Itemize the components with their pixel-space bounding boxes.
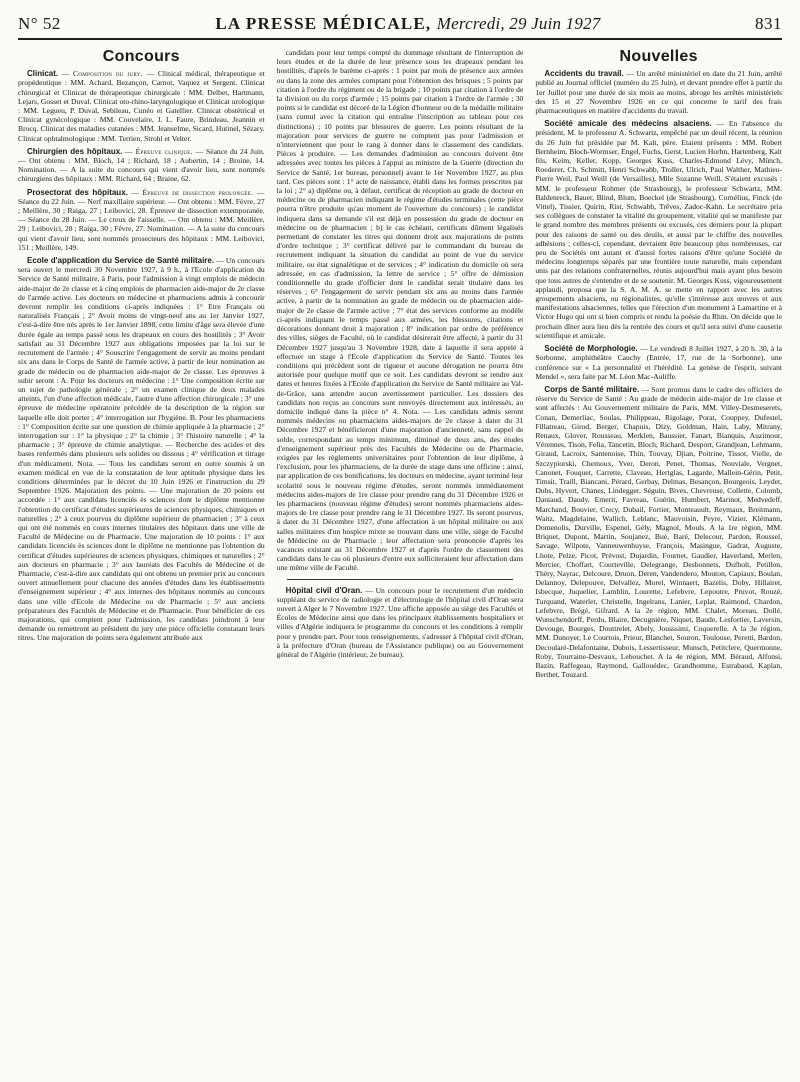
article-chirurgien-hopitaux: Chirurgien des hôpitaux. — Épreuve clinique. — Séance du 24 Juin. — Ont obtenu : MM. Bloch, 14 ; Richard, 18 ; Aubertin, 14 ; Broine, 14. Nomination. — A la suite du concours qui vient d'avoir lieu, sont nommés chirurgiens des hôpitaux : MM. Richard, 64 ; Braine, 62. xyxy=(18,146,265,184)
article-societe-morphologie: Société de Morphologie. — Le vendredi 8 Juillet 1927, à 20 h. 30, à la Sorbonne, amphithéâtre Cauchy (Entrée, 17, rue de la Sorbonne), une conférence sur « La personnalité et l'hérédité. La genèse de l'esprit, suivant Mendel », sera faite par M. Léon Mac-Auliffe. xyxy=(535,344,783,381)
issue-date: Mercredi, 29 Juin 1927 xyxy=(436,14,601,33)
article-societe-alsaciens: Société amicale des médecins alsaciens. — En l'absence du président, M. le professeur A. Schwartz, empêché par un deuil récent, la réunion du 26 Juin fut présidée par M. Kalt, père. Etaient présents : MM. Robert Bernheim, Bloch-Wormser, Engel, Fuchs, Gerst, Lucien Horhn, Hartenberg, Kalt fils, Keim, Keller, Kopp, Georges Kuss, Charles-Edmond Lévy, Münch, Roederer, Ch. Schmitt, Henri Schwabb, Troller, Ulrich, Paul Walther, Mathieu-Pierre Weil, Paul Weill (de Versailles), Mlle Suzanne Weill. S'étaient excusés : MM. le professeur Rohmer (de Strasbourg), le professeur Schwartz, MM. Baldenreck, Bauer, Blind, Blum, Boeckel (de Strasbourg), Cornélius, Finck (de Vittel), Tissier, Quirin, Rist, Schwabb, Trêves, Zadoc-Kahn. Le secrétaire pria ses collègues de constater la vitalité du groupement, vitalité qui se manifeste par le grand nombre des membres présents ou excusés, ces derniers pour la plupart pour des raisons de santé ou des deuils, et aussi par le chiffre des nouvelles adhésions ; celles-ci, cependant, devraient être beaucoup plus nombreuses, car peu de Sociétés ont autant et d'aussi fortes raisons d'être qu'une Société de médecins longtemps séparés par une frontière toute naturelle, mais cependant unis par des relations confraternelles, réunis aujourd'hui mais ayant plus besoin que tous autres de s'entendre et de se soutenir. M. Georges Kuss, vigoureusement applaudi, proposa que la S. A. M. A. se mette en rapport avec les autres groupements alsaciens, ou régionalistes, qu'elle s'intéresse aux œuvres et aux manifestations alsaciennes, telles que l'érection d'un monument à Lamartine et à Victor Hugo qui ont si bien compris et rendu la poésie du Rhin. On décide que le prochain dîner aura lieu dès la rentrée des cours et qu'il sera suivi d'une causerie scientifique et amicale. xyxy=(535,119,783,340)
article-clinicat: Clinicat. — Composition du jury. — Clinical médical, thérapeutique et propédeutique : MM. Achard, Bezançon, Carnot, Vaquez et Sergent. Clinicat chirurgical et Clinicat de thérapeutique chirurgicale : MM. Delbet, Hartmann, Lejars, Gosset et Duval. Clinicat oto-rhino-laryngologique et Clinicat urologique : MM. Legueu, P. Duval, Sebileau, Cunéo et Gatellier. Clinicat obstétrical et Clinicat gynécologique : MM. Couvelaire, J. L. Faure, Brindeau, Jeannin et Brocq. Clinicat des maladies cutanées : MM. Jeanselme, Sicard, Hutinel, Sézary. Clinicat ophtalmologique : MM. Terrien, Strohl et Velter. xyxy=(18,69,265,143)
column-nouvelles xyxy=(535,48,782,1078)
article-ecole-application-continued: candidats pour leur temps compté du dommage résultant de l'interruption de leurs études et de la durée de leur présence sous les drapeaux pendant les hostilités, d'après le barème ci-après : 1 point par mois de présence aux armées ou dans la zone des armées comptant pour l'obtention des brisques ; 5 points par citation à l'ordre du régiment ou de la brigade ; 10 points par citation à l'ordre de la division ou du corps d'armée ; 15 points par citation à l'ordre de l'armée ; 30 points si le candidat est décoré de la Légion d'honneur ou de la médaille militaire (sans cumul avec la citation qui entraîne l'inscription au tableau pour ces distinctions) ; 10 points par blessures de guerre. Les points résultant de la majoration pour services de guerre ne comptent pas pour l'admission et n'interviennent que pour le rang à donner dans le classement des candidats. Pièces à produire. — Les demandes d'admission au concours doivent être adressées avec toutes les pièces à l'appui au ministre de la Guerre (direction du Service de Santé, 1er bureau, personnel) avant le 1er Novembre 1927, au plus tard. Ces pièces sont : 1° acte de naissance, établi dans les formes prescrites par la loi ; 2° a) diplôme ou, à défaut, certificat de réception au grade de docteur en médecine ou de pharmacien indiquant le régime d'études terminales (cette pièce pourra n'être produite qu'au moment de l'ouverture du concours) ; le candidat indiquera dans sa demande s'il est déjà en possession du grade de docteur en médecine ou de pharmacien ; b) le cas échéant, certificats dûment légalisés permettant de constater les titres qui donnent droit aux majorations de points d'ordre technique ; 3° certificat délivré par le commandant du bureau de recrutement indiquant la situation du candidat au point de vue du service militaire, ou état signalétique et de services ; 4° indication du domicile où sera adressée, en cas d'admission, la lettre de service ; 5° offre de démission conditionnelle du grade d'officier dont le candidat serait titulaire dans les réserves ; 6° l'engagement de servir pendant six ans au moins dans l'armée active, à partir de la nomination au grade de médecin ou de pharmacien aide-major de 2e classe de l'armée active ; 7° état des services conforme au modèle ci-après indiquant le temps passé aux armées, les blessures, citations et décorations donnant droit à majoration ; 8° indication par ordre de préférence des villes, sièges de Faculté, où le candidat désirerait être affecté, à partir du 31 Décembre 1927 jusqu'au 3 Novembre 1928, date à laquelle il sera appelé à effectuer un stage à l'Ecole d'application du Service de Santé. Toutes les conditions qui précèdent sont de rigueur et aucune dérogation ne pourra être autorisée pour quelque motif que ce soit. Les candidats devront se rendre aux dates et heures fixées à l'Ecole d'application du Service de Santé militaire au Val-de-Grâce, sans attendre aucun avertissement particulier. Les dossiers des candidats non reçus au concours sont renvoyés directement aux intéressés, au domicile indiqué dans la pièce n° 4. Nota. — Les candidats admis seront nommés médecins ou pharmaciens aides-majors de 2e classe à dater du 31 Décembre 1927 et bénéficieront d'une majoration d'ancienneté, sans rappel de solde, correspondant au temps minimum, diminué de deux ans, des études d'enseignement supérieur près des Facultés de Médecine ou de Pharmacie, exigées par les règlements universitaires pour l'obtention de leur diplôme, à l'exclusion, pour les pharmaciens, de la durée de stage dans une officine ; ainsi, par application de ces bonifications, les docteurs en médecine, ayant terminé leur scolarité sous le nouveau régime d'études, seront nommés immédiatement médecins aides-majors de 1re classe pour prendre rang du 31 Décembre 1926 et les pharmaciens (nouveau régime d'études) seront nommés pharmaciens aides-majors de 1re classe pour prendre rang le 31 Décembre 1927. Ils seront pourvus, à dater du 31 Décembre 1927, d'une affectation à un hôpital militaire ou aux salles militaires d'un hospice mixte se trouvant dans une ville, siège de Faculté de Médecine ou de Pharmacie ; leur affectation sera prononcée d'après les vacances existant au 31 Décembre 1927 et d'après l'ordre de classement des candidats dans le cas où plusieurs d'entre eux solliciteraient leur affectation dans une même ville de Faculté. xyxy=(276,48,524,573)
article-ecole-application: Ecole d'application du Service de Santé militaire. — Un concours sera ouvert le mercredi 30 Novembre 1927, à 9 h., à l'Ecole d'application du Service de Santé militaire, à Paris, pour l'admission à vingt emplois de médecin aide-major de 2e classe et à cinq emplois de pharmacien aide-major de 2e classe de l'armée active. Les docteurs en médecine et pharmaciens admis à concourir devront remplir les conditions ci-après indiquées : 1° Etre Français ou naturalisés Français ; 2° Avoir moins de vingt-neuf ans au 1er Janvier 1927, c'est-à-dire être nés après le 1er Janvier 1898, cette limite d'âge sera élevée d'une durée égale au temps passé sous les drapeaux en cours des hostilités ; 3° Avoir satisfait au 31 Décembre 1927 aux obligations imposées par la loi sur le recrutement de l'armée ; 4° Souscrire l'engagement de servir au moins pendant six ans dans le Corps de Santé de l'armée active, à partir de leur nomination au grade de médecin ou de pharmacien aide-major de 2e classe. Les épreuves à subir seront : A. Pour les docteurs en médecine : 1° Une composition écrite sur un sujet de pathologie générale ; 2° un examen clinique de deux malades atteints, l'un d'une affection médicale, l'autre d'une affection chirurgicale ; 3° une épreuve de médecine opératoire précédée de la description de la région sur laquelle elle doit porter ; 4° interrogation sur l'hygiène. B. Pour les pharmaciens : 1° Composition écrite sur une question de chimie appliquée à la pharmacie ; 2° interrogation sur : 1° la physique ; 2° la chimie ; 3° l'histoire naturelle ; 4° la pharmacie ; 3° épreuve de chimie analytique. — Recherche des acides et des bases renfermés dans plusieurs sels solides ou dissous ; 4° vérification et titrage d'un médicament. Nota. — Tous les candidats seront en outre soumis à un examen médical en vue de la constatation de leur aptitude physique dans les conditions déterminées par le décret du 10 Juin 1926 et l'instruction du 29 Septembre 1926. Majoration des points. — Une majoration de 20 points est accordée : 1° aux candidats licenciés ès sciences dont le diplôme mentionne l'obtention du certificat d'études supérieures de sciences physiques, chimiques et naturelles ; 2° à ceux pourvus du diplôme supérieur de pharmacien ; 3° à ceux qui ont été nommés en cours internes titulaires des hôpitaux dans une ville de Faculté de Médecine ou de Pharmacie. Une majoration de 10 points : 1° aux candidats licenciés ès sciences dont le diplôme ne mentionne pas l'obtention du certificat d'études supérieures de sciences physiques, chimiques et naturelles ; 2° aux docteurs en pharmacie ; 3° aux lauréats des Facultés de Médecine et de Pharmacie, c'est-à-dire aux candidats qui ont obtenu un premier prix au concours ouvert annuellement pour chacune des années d'études dans les établissements d'enseignement supérieur ; 4° aux internes des hôpitaux nommés au concours dans une ville d'Ecole de Médecine ou de Pharmacie ; 5° aux anciens préparateurs des Facultés de Médecine et de Pharmacie. Pour bénéficier de ces majorations, qui comptent pour l'admission, les candidats joindront à leur demande ou remettront au président du jury une pièce officielle constatant leurs titres. Une majoration de points sera également attribuée aux xyxy=(18,256,265,643)
column-concours xyxy=(18,48,265,1078)
section-heading-concours: Concours xyxy=(102,48,180,65)
divider xyxy=(287,579,514,580)
columns xyxy=(18,48,782,1078)
publication-title: LA PRESSE MÉDICALE, Mercredi, 29 Juin 1927 xyxy=(215,14,601,33)
column-concours-continued xyxy=(277,48,524,1078)
section-heading-nouvelles: Nouvelles xyxy=(619,48,698,65)
article-corps-sante-militaire: Corps de Santé militaire. — Sont promus dans le cadre des officiers de réserve du Service de Santé : Au grade de médecin aide-major de 1re classe et sont affectés : Au Gouvernement militaire de Paris, MM. Villey-Desmeserets, Conan, Demerliac, Soulas, Philippeau, Rigolage, Porat, Couppey, Dufestel, Fillatreau, Girod, Berger, Chapuis, Dizy, Goldman, Hain, Laby, Mitrany, Renaux, Glover, Rousseau, Merklen, Baussier, Fanart, Bianquis, Auzimour, Vérennes, Tison, Felia, Tancetin, Bloch, Richard, Desport, Grandjean, Lehmann, Giraud, Lacroix, Santenoise, Thin, Touvay, Djian, Poitrine, Tissot, Vielle, de Szczypiorski, Chemoux, Yver, Deron, Penet, Thomas, Nouviale, Vergnet, Canonet, Fouquet, Carrette, Claveau, Hertglas, Lagarde, Mallein-Gérin, Petit, Timsit, Traill, Biancani, Pérard, Gerbay, Delmas, Besançon, Bourgeois, Leydet, Dubs, Hyvert, Chanes, Lindegger, Séguin, Bives, Chevreuse, Collette, Colomb, Daniaud, Daudy, Emerit, Favreau, Guérin, Humbert, Marinot, Medvedeff, Marchand, Bouvier, Crecy, Dubail, Fortier, Monteauult, Reymaux, Breitmann, Waitz, Magdelaine, Wallich, Leblanc, Mauvoisin, Peyre, Vizier, Klémann, Domenolis, Durville, Espenel, Gély, Magnol, Mouls. A la 1re région, MM. Briquet, Dupont, Martin, Soujanez, Bué, Baré, Delecour, Pardon, Roussel, Savage, Wilpote, Vanneuwenhuyse, François, Masingue, Gadrat, Auguste, Lhote, Pelze, Picot, Prévost, Dujardin, Fournet, Gaudier, Haverland, Merlen, Mercier, Choffart, Courteville, Delegrange, Desbonnets, Dufholt, Petillon, Théry, Nayrac, Delcoure, Druon, Deren, Vandendero, Mouton, Capiaux, Boulan, Delannoy, Delepouve, Delvallez, Morel, Winnaert, Bazelis, Doby, Hillairet, Isbecque, Juquelier, Lamblin, Lourette, Lefebvre, Lepoutre, Pruvot, Rouzé, Turquand, Waterlet, Christelle, Ingelrans, Lanier, Leplat, Raimond, Chardon, Lefebvre, Brégé, Gifrard. A la 2e région, MM. Chalet, Moreau, Dollé, Wunschendorff, Perdu, Blaire, Decugnière, Niquet, Baude, Lesfortier, Laversin, Devouge, Bourges, Douttrelet, Abely, Jousssimi, Coquerelle. A la 3e région, MM. Dunoyer, Le Courtois, Prieur, Blanchet, Souron, Toulouse, Peretti, Bardon, Decoularé-Delafontaine, Dubois, Lessertisseur, Munsch, Petitclere, Quermonne, Roby, Tourraine-Desvaux, Lebouchet. A la 4e région, MM. Béraud, Alfonsi, Bazin, Raffegeau, Raymond, Gallouédec, Grandhomme, Estrabaud, Kaplan, Berthet, Touzard. xyxy=(535,384,783,680)
issue-number: N° 52 xyxy=(18,14,61,33)
article-prosectorat: Prosectorat des hôpitaux. — Épreuve de dissection prolongée. — Séance du 22 Juin. — Nerf maxillaire supérieur. — Ont obtenu : MM. Fèvre, 27 ; Meillère, 30 ; Raiga, 27 ; Leibovici, 28. Épreuve de dissection extemporanée. — Séance du 28 Juin. — Le creux de l'aisselle. — Ont obtenu : MM. Meillère, 29 ; Leibovici, 28 ; Raiga, 30 ; Fèvre, 27. Nomination. — A la suite du concours qui vient d'avoir lieu, sont nommés prosecteurs des hôpitaux : MM. Leibovici, 151 ; Meillère, 149. xyxy=(18,187,265,252)
page-folio: 831 xyxy=(755,14,782,33)
article-hopital-oran: Hôpital civil d'Oran. — Un concours pour le recrutement d'un médecin suppléant du service de radiologie et d'électrologie de l'hôpital civil d'Oran sera ouvert à Alger le 7 Novembre 1927. Une affiche apposée au siège des Facultés et Écoles de Médecine ainsi que dans les principaux établissements hospitaliers et villes d'Algérie indiquera le programme du concours et les conditions à remplir pour y prendre part. Pour tous renseignements, s'adresser à l'hôpital civil d'Oran, à la préfecture d'Oran (bureau de l'Assistance publique) ou au Gouvernement général de l'Algérie (intérieur, 2e bureau). xyxy=(276,585,524,659)
masthead xyxy=(18,14,782,40)
article-accidents-travail: Accidents du travail. — Un arrêté ministériel en date du 21 Juin, arrêté publié au Journal officiel (numéro du 25 Juin), et devant prendre effet à partir du 1er Juillet pour une durée de six mois au moins, abroge les arrêtés ministériels des 15 et 27 Novembre 1926 en ce qui concerne le tarif des frais pharmaceutiques en matière d'accidents du travail. xyxy=(535,69,783,116)
